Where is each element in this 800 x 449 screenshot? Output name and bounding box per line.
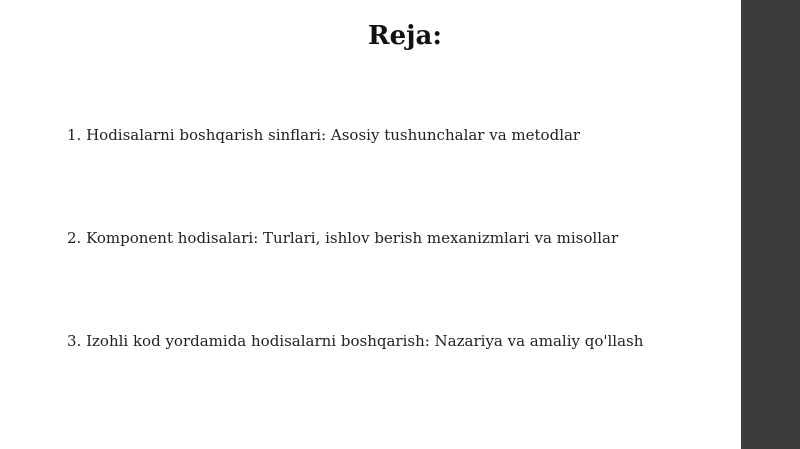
- slide-title: Reja:: [367, 21, 442, 51]
- side-panel: [741, 0, 800, 449]
- plan-item-1: 1. Hodisalarni boshqarish sinflari: Asosiy tushunchalar va metodlar: [67, 126, 581, 144]
- plan-item-3: 3. Izohli kod yordamida hodisalarni boshqarish: Nazariya va amaliy qo'llash: [67, 332, 644, 350]
- plan-item-2: 2. Komponent hodisalari: Turlari, ishlov berish mexanizmlari va misollar: [67, 229, 619, 247]
